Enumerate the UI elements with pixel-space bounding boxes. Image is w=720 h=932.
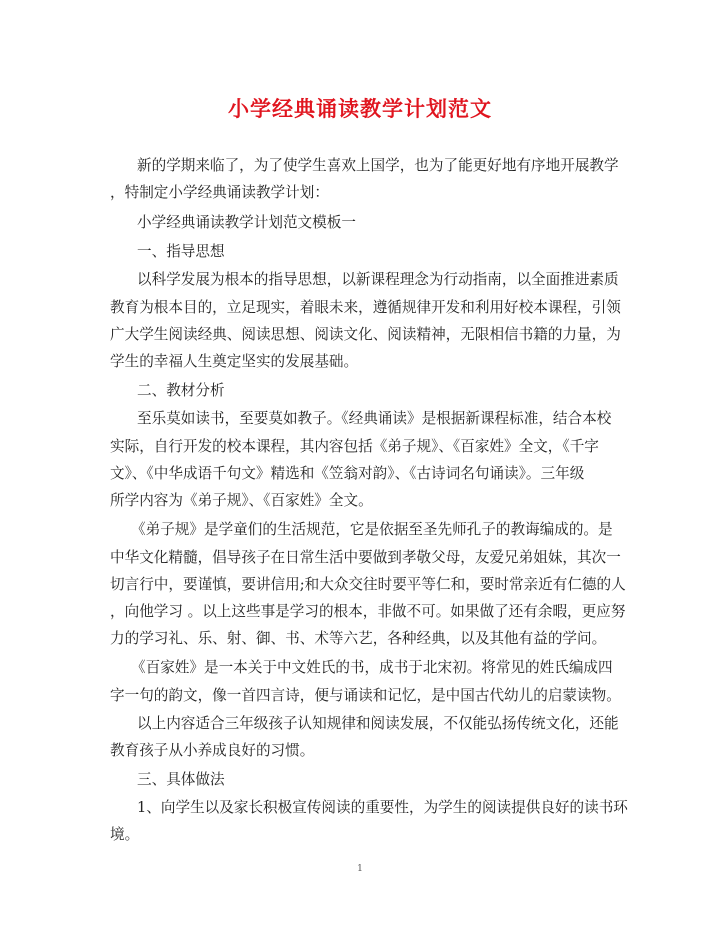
paragraph-line: 文》、《中华成语千句文》精选和《笠翁对韵》、《古诗词名句诵读》。三年级 [110,465,585,482]
document-title: 小学经典诵读教学计划范文 [228,96,492,121]
page-number: 1 [357,864,363,874]
paragraph-line: 实际，自行开发的校本课程，其内容包括《弟子规》、《百家姓》全文，《千字 [110,438,599,455]
paragraph-line: 所学内容为《弟子规》、《百家姓》全文。 [110,492,373,509]
paragraph-line: 字一句的韵文，像一首四言诗，便与诵读和记忆，是中国古代幼儿的启蒙读物。 [110,687,621,704]
paragraph-line: 1、向学生以及家长积极宣传阅读的重要性，为学生的阅读提供良好的读书环 [137,799,628,816]
paragraph-line: 中华文化精髓，倡导孩子在日常生活中要做到孝敬父母，友爱兄弟姐妹，其次一 [110,549,621,566]
paragraph-line: 教育孩子从小养成良好的习惯。 [110,742,315,759]
paragraph-line: 学生的幸福人生奠定坚实的发展基础。 [110,353,359,370]
paragraph-line: 境。 [110,826,140,843]
paragraph-line: 切言行中，要谨慎，要讲信用;和大众交往时要平等仁和，要时常亲近有仁德的人 [110,576,626,593]
paragraph-line: 以科学发展为根本的指导思想，以新课程理念为行动指南，以全面推进素质 [137,271,619,288]
paragraph-line: ，向他学习 。以上这些事是学习的根本，非做不可。如果做了还有余暇，更应努 [110,603,626,620]
paragraph-line: 《百家姓》是一本关于中文姓氏的书，成书于北宋初。将常见的姓氏编成四 [131,659,613,676]
paragraph-line: ，特制定小学经典诵读教学计划： [110,184,329,201]
paragraph-line: 《弟子规》是学童们的生活规范，它是依据至圣先师孔子的教诲编成的。是 [131,521,613,538]
paragraph-line: 力的学习礼、乐、射、御、书、术等六艺，各种经典，以及其他有益的学问。 [110,630,607,647]
section-heading: 一、指导思想 [137,243,225,260]
paragraph-line: 广大学生阅读经典、阅读思想、阅读文化、阅读精神，无限相信书籍的力量，为 [110,326,621,343]
paragraph-line: 新的学期来临了，为了使学生喜欢上国学，也为了能更好地有序地开展教学 [137,157,619,174]
paragraph-line: 至乐莫如读书，至要莫如教子。《经典诵读》是根据新课程标准，结合本校 [137,410,612,427]
section-heading: 二、教材分析 [137,382,225,399]
paragraph-line: 教育为根本目的，立足现实，着眼未来，遵循规律开发和利用好校本课程，引领 [110,299,621,316]
paragraph-line: 小学经典诵读教学计划范文模板一 [137,214,356,231]
section-heading: 三、具体做法 [137,771,225,788]
paragraph-line: 以上内容适合三年级孩子认知规律和阅读发展，不仅能弘扬传统文化，还能 [137,715,619,732]
